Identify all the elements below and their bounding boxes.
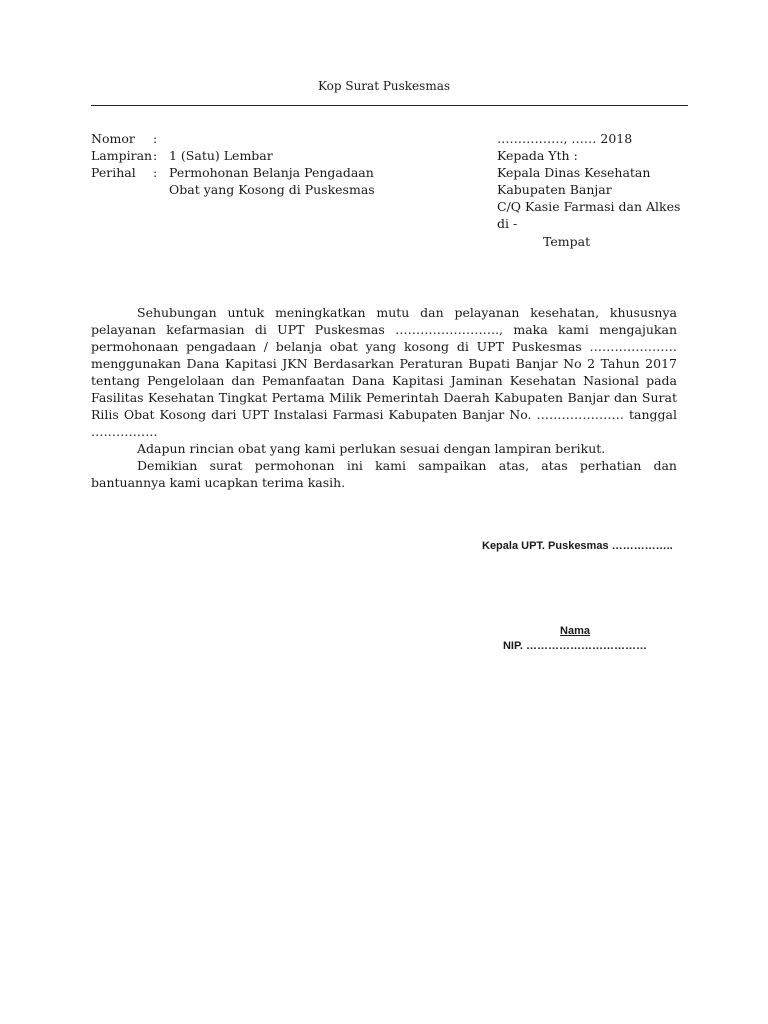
letterhead-title: Kop Surat Puskesmas <box>317 79 451 93</box>
perihal-row <box>91 164 471 198</box>
perihal-colon: : <box>153 165 158 180</box>
nomor-row <box>91 130 471 147</box>
body-paragraph-2: Adapun rincian obat yang kami perlukan sesuai dengan lampiran berikut. <box>137 441 606 456</box>
perihal-line-2: Obat yang Kosong di Puskesmas <box>169 182 375 197</box>
perihal-value <box>169 164 471 198</box>
signature-name: Nama <box>560 625 590 637</box>
letter-date: ……………., …… 2018 <box>497 131 633 146</box>
kepada-yth: Kepada Yth : <box>497 148 578 163</box>
letter-meta-block <box>91 130 471 198</box>
recipient-line-4: di - <box>497 216 518 231</box>
signature-title: Kepala UPT. Puskesmas …………….. <box>482 540 673 552</box>
letterhead-divider <box>91 105 688 106</box>
perihal-label: Perihal <box>91 165 136 180</box>
recipient-tempat: Tempat <box>543 234 591 249</box>
recipient-line-1: Kepala Dinas Kesehatan <box>497 165 651 180</box>
nomor-value <box>169 130 471 147</box>
lampiran-value: 1 (Satu) Lembar <box>169 148 273 163</box>
body-paragraph-1: Sehubungan untuk meningkatkan mutu dan pelayanan kesehatan, khususnya pelayanan kefarmasian di UPT Puskesmas ……………………., maka kami mengajukan permohonaan pengadaan / belanja obat yang kosong di UPT Puskesmas ………………… menggunakan Dana Kapitasi JKN Berdasarkan Peraturan Bupati Banjar No 2 Tahun 2017 tentang Pengelolaan dan Pemanfaatan Dana Kapitasi Jaminan Kesehatan Nasional pada Fasilitas Kesehatan Tingkat Pertama Milik Pemerintah Daerah Kabupaten Banjar dan Surat Rilis Obat Kosong dari UPT Instalasi Farmasi Kabupaten Banjar No. ………………… tanggal ……………. <box>91 305 677 439</box>
body-paragraph-3: Demikian surat permohonan ini kami sampaikan atas, atas perhatian dan bantuannya kami ucapkan terima kasih. <box>91 458 677 490</box>
letter-body <box>91 304 677 491</box>
recipient-address-block <box>497 130 707 250</box>
recipient-line-2: Kabupaten Banjar <box>497 182 612 197</box>
lampiran-label: Lampiran <box>91 148 153 163</box>
recipient-line-3: C/Q Kasie Farmasi dan Alkes <box>497 199 681 214</box>
nomor-label: Nomor <box>91 131 135 146</box>
signature-nip: NIP. …………………………… <box>502 640 648 652</box>
lampiran-row <box>91 147 471 164</box>
nomor-colon: : <box>153 131 158 146</box>
perihal-line-1: Permohonan Belanja Pengadaan <box>169 165 374 180</box>
lampiran-colon: : <box>153 148 158 163</box>
